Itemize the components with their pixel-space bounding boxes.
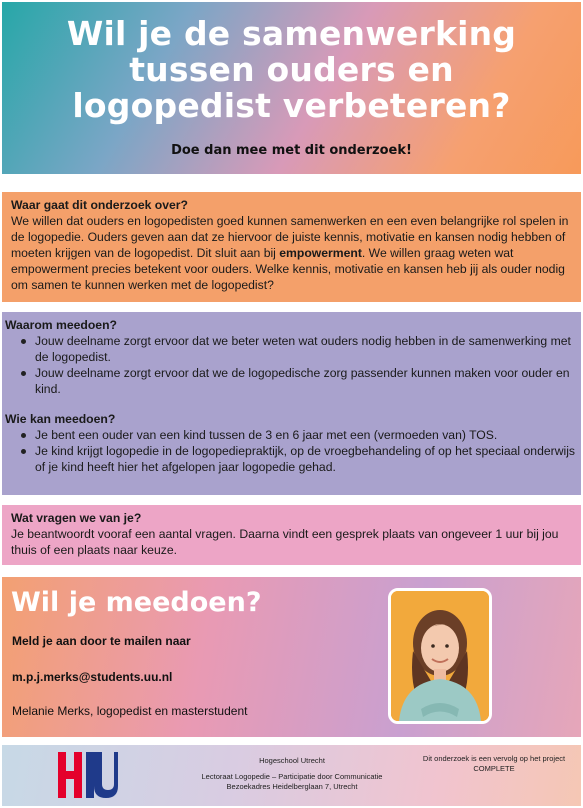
portrait-illustration (391, 591, 489, 721)
section-ask-heading: Wat vragen we van je? (11, 511, 142, 525)
list-item: Je kind krijgt logopedie in de logopediepraktijk, op de vroegbehandeling of op het speciaal onderwijs of je kind heeft hier het afgelopen jaar logopedie gehad. (5, 443, 578, 475)
footer-note: Dit onderzoek is een vervolg op het project COMPLETE (422, 754, 566, 773)
hu-logo (56, 750, 118, 800)
section-why-heading: Waarom meedoen? (5, 318, 117, 332)
why-list (5, 333, 578, 397)
cta-title: Wil je meedoen? (11, 587, 262, 618)
list-item: Je bent een ouder van een kind tussen de 3 en 6 jaar met een (vermoeden van) TOS. (5, 427, 578, 443)
cta-panel (2, 577, 581, 737)
section-about-text: We willen dat ouders en logopedisten goed kunnen samenwerken en een even belangrijke rol spelen in de logopedie. Ouders geven aan dat ze hiervoor de juiste kennis, motivatie en kansen nodig hebben of moeten krijgen van de logopedist. Dit sluit aan bij empowerment. We willen graag weten wat empowerment precies betekent voor ouders. Welke kennis, motivatie en kansen heb jij als ouder nodig om samen te kunnen werken met de logopedist? (11, 214, 569, 292)
page-title: Wil je de samenwerking tussen ouders en logopedist verbeteren? (66, 14, 517, 125)
section-why-who (2, 312, 581, 495)
section-about (2, 192, 581, 302)
footer (2, 745, 581, 806)
section-ask-text: Je beantwoordt vooraf een aantal vragen. Daarna vindt een gesprek plaats van ongeveer 1 uur bij jou thuis of een plaats naar keuze. (11, 527, 559, 557)
footer-org: Hogeschool Utrecht (259, 756, 325, 765)
page-subtitle: Doe dan mee met dit onderzoek! (171, 143, 412, 158)
footer-lectoraat: Lectoraat Logopedie – Participatie door Communicatie (201, 772, 383, 781)
list-item: Jouw deelname zorgt ervoor dat we de logopedische zorg passender kunnen maken voor ouder en kind. (5, 365, 578, 397)
empowerment-keyword: empowerment (279, 246, 362, 260)
email-link[interactable]: m.p.j.merks@students.uu.nl (12, 670, 173, 684)
list-item: Jouw deelname zorgt ervoor dat we beter weten wat ouders nodig hebben in de samenwerking met de logopedist. (5, 333, 578, 365)
footer-address: Bezoekadres Heidelberglaan 7, Utrecht (226, 782, 358, 791)
cta-instruction: Meld je aan door te mailen naar (12, 634, 191, 648)
section-ask (2, 505, 581, 565)
section-who-heading: Wie kan meedoen? (5, 412, 116, 426)
header-banner (2, 2, 581, 174)
section-about-heading: Waar gaat dit onderzoek over? (11, 198, 188, 212)
who-list (5, 427, 578, 475)
researcher-photo (388, 588, 492, 724)
footer-address-block (162, 756, 422, 792)
cta-signature: Melanie Merks, logopedist en masterstudent (12, 704, 248, 718)
